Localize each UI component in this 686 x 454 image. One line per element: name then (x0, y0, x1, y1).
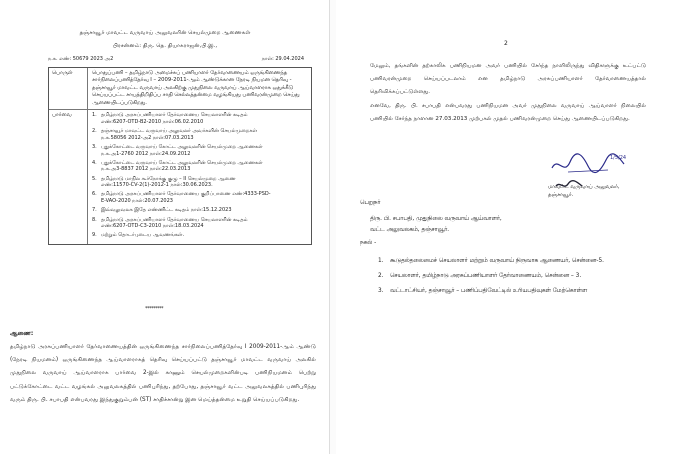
reference-item: 2. தஞ்சாவூர் மாவட்ட வருவாய் அலுவலர் அவர்களின் செயல்முறைகள் ந.க.58056 2012-அ2 நாள்:07.03.2013 (92, 127, 257, 141)
page-1 (0, 0, 330, 454)
page-2 (336, 0, 686, 454)
subject-row (49, 68, 311, 110)
copy-to-list (378, 254, 604, 299)
reference-number: ந.க. எண்: 50679 2023 அ2 (48, 56, 114, 62)
body-paragraph: மேலும், தங்களின் தற்காலிக பணிநியமன அவர் பணியில் சேர்ந்த நாளிலிருந்து விதிகளுக்கு உட்பட்டு பணிவரன்முறை செய்யப்படலாம் என தமிழ்நாடு அரசுப்பணியாளர் தேர்வாணையத்தால் தெரிவிக்கப்பட்டுள்ளது. எனவே, திரு. பி. சபாபதி என்பவரது பணிநியமன அவர் முதுநிலை வருவாய் ஆய்வாளர் நிலையில் பணியில் சேர்ந்த நாளான 27.03.2013 முற்பகல் முதல் பணிவரன்முறை செய்து ஆணையிடப்படுகிறது. (370, 63, 646, 122)
subject-text: பொதுப்பணி – தமிழ்நாடு அமைச்சுப் பணியாளர் தேர்வாணையம் ஒருங்கிணைந்த சார்நிலைப்பணித்தேர்வு I – 2009-2011-ஆம் ஆண்டுக்கான நேரடி நியமன தெரிவு - தஞ்சாவூர் மாவட்ட வருவாய் அலகிற்கு முதுநிலை வருவாய் ஆய்வாளராக ஒதுக்கீடு செய்யப்பட்ட சாயத்திறிதிப்ப சாதி செல்லத்தன்மை வழங்கியது பணிவரன்முறை செய்து ஆணையிடப்படுகிறது. (92, 70, 300, 106)
reference-item: 1. தமிழ்நாடு அரசுப்பணியாளர் தேர்வாணைய செயலாளரின் கடிதம் எண்:6207-OTD-B2-2010 நாள்:06.02.2010 (92, 112, 248, 125)
reference-item: 8. தமிழ்நாடு அரசுப்பணியாளர் தேர்வாணைய செயலாளரின் கடிதம் எண்:6207-OTD-C3-2010 நாள்:18.03.2024 (92, 216, 248, 230)
signatory-place: தஞ்சாவூர். (548, 191, 574, 198)
copy-to-item: 2. செயலாளர், தமிழ்நாடு அரசுப்பணியாளர் தேர்வாணையம், சென்னை – 3. (378, 273, 582, 280)
signatory-designation: மாவட்ட வருவாய் அலுவலர், (548, 184, 620, 190)
subject-label: பொருள் (49, 68, 88, 109)
reference-item: 7. இவ்வலுவலக இதே எண்ணிட்ட கடிதம் நாள்:15.12.2023 (92, 207, 232, 214)
officer-name: பிரசன்னம்: திரு. தெ. தியாகராஜன்,பி.இ., (112, 43, 218, 49)
signature-image (548, 150, 628, 180)
order-paragraph: தமிழ்நாடு அரசுப்பணியாளர் தேர்வாணையத்தின் ஒருங்கிணைந்த சார்நிலைப்பணித்தேர்வு I 2009-2011-ஆம் ஆண்டு (நேரடி நியமனம்) ஒருங்கிணைந்த ஆய்வாளராகத் தெரிவு செய்யப்பட்டு தஞ்சாவூர் மாவட்ட வருவாய் அலகில் முதுநிலை வருவாய் ஆய்வாளராக பார்வை 2-இல் காணும் செயல்முறைகளின்படி பணிநியமனம் பெற்று பட்டுக்கோட்டை வட்ட வழங்கல் அலுவலகத்தில் பணிபுரிந்து, தற்போது, தஞ்சாவூர் வட்ட அலுவலகத்தில் பணிபுரிந்து வரும் திரு. பி. சபாபதி என்பவரது இந்துகுறும்பன் (ST) சாதிச்சான்று இன மெய்த்தன்மை உறுதி செய்யப்படுகிறது. (10, 344, 316, 403)
svg-text:1/5/24: 1/5/24 (610, 155, 627, 161)
copy-to-heading: நகல் - (360, 240, 377, 246)
separator-stars: ********* (145, 306, 163, 312)
order-date: நாள்: 29.04.2024 (261, 56, 304, 62)
order-heading: ஆணை: (10, 330, 34, 337)
references-list (92, 112, 307, 239)
recipient-line: திரு. பி. சபாபதி, முதுநிலை வருவாய் ஆய்வாளர், (370, 216, 502, 222)
reference-item: 3. புதுக்கோட்டை வருவாய் கோட்ட அலுவலரின் செயல்முறை ஆணைகள் ந.க.அ1-2760 2012 நாள்:24.09.2012 (92, 143, 263, 157)
recipient-line: வட்ட அலுவலகம், தஞ்சாவூர். (370, 227, 450, 233)
recipient-address (370, 214, 502, 236)
references-row (49, 110, 311, 244)
reference-item: 4. புதுக்கோட்டை வருவாய் கோட்ட அலுவலரின் செயல்முறை ஆணைகள் ந.க.அ3-8837 2012 நாள்:22.03.2013 (92, 159, 263, 173)
page-number: 2 (504, 40, 508, 47)
subject-table (48, 67, 312, 245)
recipient-heading: பெறுநர் (360, 200, 381, 206)
copy-to-item: 1. கூடுதல்தலைமைச் செயலாளர் மற்றும் வருவாய் நிருவாக ஆணையர், சென்னை-5. (378, 258, 605, 264)
references-label: பார்வை (49, 110, 88, 244)
reference-row (48, 56, 304, 62)
reference-item: 5. தமிழ்நாடு மாநில கூர்நோக்கு குழு – II செயல்முறை ஆணை எண்:11570-CV-2(1)-2012-1 நாள்:30.06.2023. (92, 175, 236, 189)
copy-to-item: 3. வட்டாட்சியர், தஞ்சாவூர் – பணிப்பதிவேட்டில் உரியபதிவுகள் மேற்கொள்ள (378, 288, 588, 295)
stamp-mark (554, 178, 584, 192)
reference-item: 6. தமிழ்நாடு அரசுப்பணியாளர் தேர்வாணைய குறிப்பாணை எண்:4333-PSD- E-VAO-2020 நாள்:20.07.2023 (92, 191, 271, 205)
letter-heading: தஞ்சாவூர் மாவட்ட வருவாய் அலுவலரின் செயல்முறை ஆணைகள் (79, 30, 251, 36)
reference-item: 9. மற்றும் தொடர்புடைய ஆவணங்கள். (92, 232, 185, 239)
